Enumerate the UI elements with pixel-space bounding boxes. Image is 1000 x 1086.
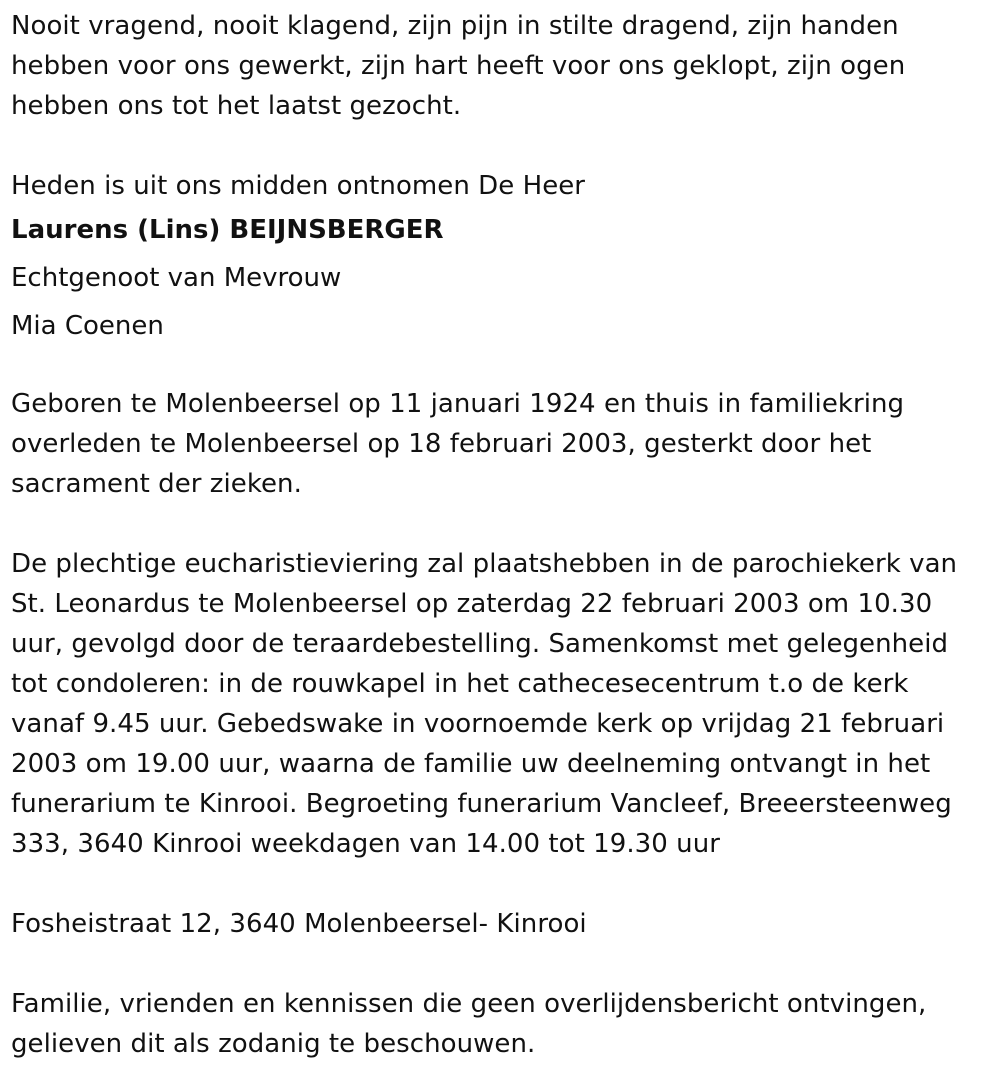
ceremony-line: 333, 3640 Kinrooi weekdagen van 14.00 tot 19.30 uur [11,829,720,859]
spacer [11,944,1000,984]
ceremony-line: De plechtige eucharistieviering zal plaatshebben in de parochiekerk van [11,549,958,579]
ceremony-paragraph [11,544,1000,864]
spacer [11,350,1000,384]
spacer [11,504,1000,544]
spouse-name: Mia Coenen [11,311,164,341]
intro-line: Nooit vragend, nooit klagend, zijn pijn in stilte dragend, zijn handen [11,11,899,41]
ceremony-line: tot condoleren: in de rouwkapel in het cathecesecentrum t.o de kerk [11,669,909,699]
ceremony-line: vanaf 9.45 uur. Gebedswake in voornoemde kerk op vrijdag 21 februari [11,709,945,739]
intro-line: hebben voor ons gewerkt, zijn hart heeft voor ons geklopt, zijn ogen [11,51,906,81]
spacer [11,126,1000,166]
ceremony-line: uur, gevolgd door de teraardebestelling. Samenkomst met gelegenheid [11,629,949,659]
birth-death-line: overleden te Molenbeersel op 18 februari 2003, gesterkt door het [11,429,872,459]
deceased-name: Laurens (Lins) BEIJNSBERGER [11,215,444,245]
home-address: Fosheistraat 12, 3640 Molenbeersel- Kinrooi [11,909,587,939]
spacer [11,864,1000,904]
ceremony-line: St. Leonardus te Molenbeersel op zaterdag 22 februari 2003 om 10.30 [11,589,933,619]
birth-death-paragraph [11,384,1000,504]
ceremony-line: 2003 om 19.00 uur, waarna de familie uw deelneming ontvangt in het [11,749,931,779]
birth-death-line: sacrament der zieken. [11,469,302,499]
announcement-heading: Heden is uit ons midden ontnomen De Heer [11,171,586,201]
birth-death-line: Geboren te Molenbeersel op 11 januari 1924 en thuis in familiekring [11,389,905,419]
spouse-label: Echtgenoot van Mevrouw [11,263,342,293]
closing-line: gelieven dit als zodanig te beschouwen. [11,1029,536,1059]
closing-paragraph [11,984,1000,1064]
intro-line: hebben ons tot het laatst gezocht. [11,91,462,121]
intro-paragraph [11,6,1000,126]
closing-line: Familie, vrienden en kennissen die geen overlijdensbericht ontvingen, [11,989,927,1019]
ceremony-line: funerarium te Kinrooi. Begroeting funerarium Vancleef, Breeersteenweg [11,789,952,819]
